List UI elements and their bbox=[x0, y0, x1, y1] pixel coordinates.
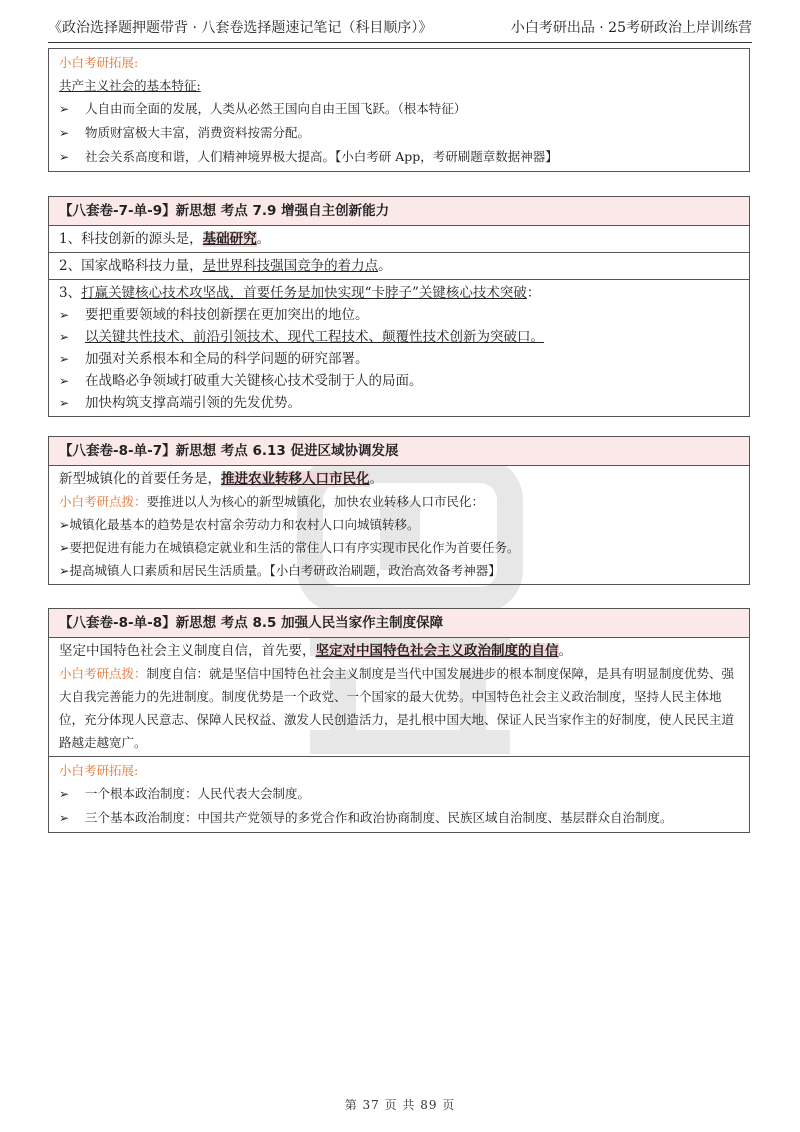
list-item: ➢ 物质财富极大丰富，消费资料按需分配。 bbox=[59, 121, 739, 145]
list-item: ➢ 一个根本政治制度：人民代表大会制度。 bbox=[59, 782, 739, 806]
note-label: 小白考研点拨： bbox=[59, 666, 147, 681]
arrow-bullet-icon: ➢ bbox=[59, 330, 70, 344]
answer-row: 2、国家战略科技力量，是世界科技强国竞争的着力点。 bbox=[49, 252, 749, 279]
list-item: ➢ 以关键共性技术、前沿引领技术、现代工程技术、颠覆性技术创新为突破口。 bbox=[59, 326, 739, 348]
header-doc-title: 《政治选择题押题带背 · 八套卷选择题速记笔记（科目顺序）》 bbox=[48, 20, 433, 36]
list-item: ➢ 人自由而全面的发展，人类从必然王国向自由王国飞跃。（根本特征） bbox=[59, 97, 739, 121]
key-answer: 基础研究 bbox=[202, 231, 257, 247]
list-item: ➢提高城镇人口素质和居民生活质量。【小白考研政治刷题，政治高效备考神器】 bbox=[59, 563, 501, 578]
key-answer: 坚定对中国特色社会主义政治制度的自信 bbox=[315, 643, 559, 659]
question-title: 【八套卷-8-单-7】新思想 考点 6.13 促进区域协调发展 bbox=[49, 437, 749, 465]
arrow-bullet-icon: ➢ bbox=[59, 308, 70, 322]
arrow-bullet-icon: ➢ bbox=[59, 126, 70, 140]
key-answer: 是世界科技强国竞争的着力点 bbox=[202, 258, 379, 274]
page-header bbox=[48, 14, 752, 43]
block-urbanization bbox=[48, 436, 750, 585]
question-title: 【八套卷-7-单-9】新思想 考点 7.9 增强自主创新能力 bbox=[49, 197, 749, 225]
list-item: ➢ 加快构筑支撑高端引领的先发优势。 bbox=[59, 392, 739, 414]
list-item: ➢ 加强对关系根本和全局的科学问题的研究部署。 bbox=[59, 348, 739, 370]
answer-row: 1、科技创新的源头是，基础研究。 bbox=[49, 225, 749, 252]
extension-subtitle: 共产主义社会的基本特征: bbox=[59, 78, 201, 93]
extension-label: 小白考研拓展: bbox=[59, 763, 139, 778]
list-item: ➢城镇化最基本的趋势是农村富余劳动力和农村人口向城镇转移。 bbox=[59, 517, 420, 532]
block-innovation bbox=[48, 196, 750, 417]
arrow-bullet-icon: ➢ bbox=[59, 352, 70, 366]
answer-row: 3、打赢关键核心技术攻坚战，首要任务是加快实现“卡脖子”关键核心技术突破： ➢ 要把重要领域的科技创新摆在更加突出的地位。 ➢ 以关键共性技术、前沿引领技术、现代工程技术、颠覆性技术创新为突破口。 ➢ 加强对关系根本和全局的科学问题的研究部署。 ➢ 在战略必争领域打破重大关键核心技术受制于人的局面。 ➢ 加快构筑支撑高端引领的先发优势。 bbox=[49, 279, 749, 416]
list-item: ➢要把促进有能力在城镇稳定就业和生活的常住人口有序实现市民化作为首要任务。 bbox=[59, 540, 520, 555]
list-item: ➢ 在战略必争领域打破重大关键核心技术受制于人的局面。 bbox=[59, 370, 739, 392]
arrow-bullet-icon: ➢ bbox=[59, 150, 70, 164]
question-title: 【八套卷-8-单-8】新思想 考点 8.5 加强人民当家作主制度保障 bbox=[49, 609, 749, 637]
answer-row: 新型城镇化的首要任务是，推进农业转移人口市民化。 小白考研点拨：要推进以人为核心的新型城镇化，加快农业转移人口市民化： ➢城镇化最基本的趋势是农村富余劳动力和农村人口向城镇转移。 ➢要把促进有能力在城镇稳定就业和生活的常住人口有序实现市民化作为首要任务。 ➢提高城镇人口素质和居民生活质量。【小白考研政治刷题，政治高效备考神器】 bbox=[49, 465, 749, 584]
key-answer: 推进农业转移人口市民化 bbox=[221, 471, 370, 487]
block-political-system bbox=[48, 608, 750, 833]
note-label: 小白考研点拨： bbox=[59, 494, 147, 509]
header-publisher: 小白考研出品 · 25考研政治上岸训练营 bbox=[510, 20, 752, 36]
arrow-bullet-icon: ➢ bbox=[59, 374, 70, 388]
extension-label: 小白考研拓展: bbox=[59, 55, 139, 70]
list-item: ➢ 要把重要领域的科技创新摆在更加突出的地位。 bbox=[59, 304, 739, 326]
block-communism-features bbox=[48, 48, 750, 172]
list-item: ➢ 社会关系高度和谐，人们精神境界极大提高。【小白考研 App，考研刷题章数据神器】 bbox=[59, 145, 739, 169]
arrow-bullet-icon: ➢ bbox=[59, 396, 70, 410]
list-item: ➢ 三个基本政治制度：中国共产党领导的多党合作和政治协商制度、民族区域自治制度、基层群众自治制度。 bbox=[59, 806, 739, 830]
arrow-bullet-icon: ➢ bbox=[59, 811, 70, 825]
arrow-bullet-icon: ➢ bbox=[59, 787, 70, 801]
answer-row: 坚定中国特色社会主义制度自信，首先要，坚定对中国特色社会主义政治制度的自信。 小白考研点拨：制度自信：就是坚信中国特色社会主义制度是当代中国发展进步的根本制度保障，是具有明显制度优势、强大自我完善能力的先进制度。制度优势是一个政党、一个国家的最大优势。中国特色社会主义政治制度，坚持人民主体地位，充分体现人民意志、保障人民权益、激发人民创造活力，是扎根中国大地、保证人民当家作主的好制度，使人民民主道路越走越宽广。 bbox=[49, 637, 749, 756]
arrow-bullet-icon: ➢ bbox=[59, 102, 70, 116]
extension-row bbox=[49, 756, 749, 832]
page-number: 第 37 页 共 89 页 bbox=[344, 1098, 456, 1112]
